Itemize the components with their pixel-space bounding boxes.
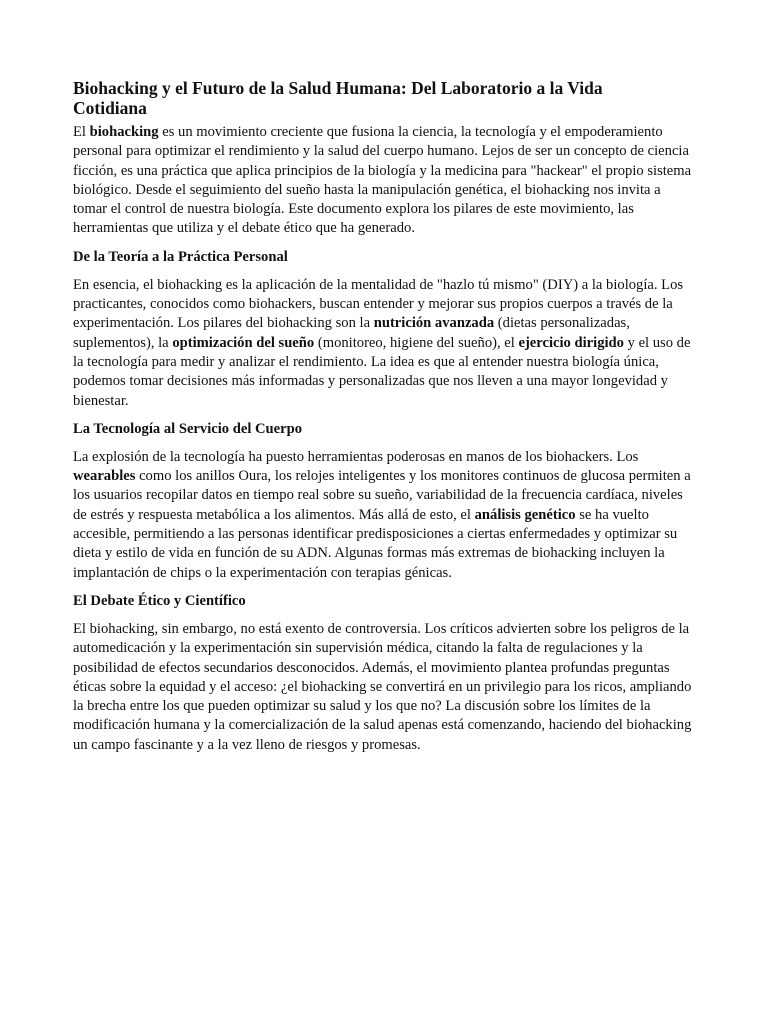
bold-term: optimización del sueño (172, 334, 315, 351)
text-run: El (73, 124, 90, 140)
text-run: (dietas personalizadas, suplementos), la (73, 315, 630, 351)
document-title: Biohacking y el Futuro de la Salud Humana: Del Laboratorio a la Vida Cotidiana (73, 78, 603, 118)
section-heading: La Tecnología al Servicio del Cuerpo (73, 420, 303, 437)
bold-term: ejercicio dirigido (518, 334, 624, 351)
bold-term: nutrición avanzada (373, 315, 495, 332)
bold-term: biohacking (89, 124, 159, 140)
bold-term: wearables (73, 468, 136, 485)
section-paragraph (73, 448, 696, 583)
section-paragraph (73, 276, 696, 411)
text-run: En esencia, el biohacking es la aplicación de la mentalidad de "hazlo tú mismo" (DIY) a la biología. Los practicantes, conocidos como biohackers, buscan entender y mejorar sus propios cuerpos a través de la experimentación. Los pilares del biohacking son la (73, 276, 684, 332)
text-run: y el uso de la tecnología para medir y analizar el rendimiento. La idea es que al entender nuestra biología única, podemos tomar decisiones más informadas y personalizadas que nos lleven a una mayor longevidad y bienestar. (73, 334, 691, 409)
text-run: (monitoreo, higiene del sueño), el (314, 334, 519, 351)
section-paragraph (73, 620, 696, 755)
section-heading: De la Teoría a la Práctica Personal (73, 248, 288, 265)
text-run: se ha vuelto accesible, permitiendo a las personas identificar predisposiciones a ciertas enfermedades y optimizar su dieta y estilo de vida en función de su ADN. Algunas formas más extremas de biohacking incluyen la implantación de chips o la experimentación con terapias génicas. (73, 506, 678, 581)
text-run: como los anillos Oura, los relojes inteligentes y los monitores continuos de glucosa permiten a los usuarios recopilar datos en tiempo real sobre su sueño, variabilidad de la frecuencia cardíaca, niveles de estrés y respuesta metabólica a los alimentos. Más allá de esto, el (73, 468, 691, 523)
text-run: es un movimiento creciente que fusiona la ciencia, la tecnología y el empoderamiento personal para optimizar el rendimiento y la salud del cuerpo humano. Lejos de ser un concepto de ciencia ficción, es una práctica que aplica principios de la biología y la medicina para "hackear" el propio sistema biológico. Desde el seguimiento del sueño hasta la manipulación genética, el biohacking nos invita a tomar el control de nuestra biología. Este documento explora los pilares de este movimiento, las herramientas que utiliza y el debate ético que ha generado. (73, 124, 692, 237)
text-run: El biohacking, sin embargo, no está exento de controversia. Los críticos advierten sobre los peligros de la automedicación y la experimentación sin supervisión médica, citando la falta de regulaciones y la posibilidad de efectos secundarios desconocidos. Además, el movimiento plantea profundas preguntas éticas sobre la equidad y el acceso: ¿el biohacking se convertirá en un privilegio para los ricos, ampliando la brecha entre los que pueden optimizar su salud y los que no? La discusión sobre los límites de la modificación humana y la comercialización de la salud apenas está comenzando, haciendo del biohacking un campo fascinante y a la vez lleno de riesgos y promesas. (73, 620, 692, 753)
bold-term: análisis genético (474, 506, 576, 523)
text-run: La explosión de la tecnología ha puesto herramientas poderosas en manos de los biohackers. Los (73, 448, 639, 465)
section-heading: El Debate Ético y Científico (73, 592, 246, 609)
intro-paragraph (73, 123, 696, 239)
